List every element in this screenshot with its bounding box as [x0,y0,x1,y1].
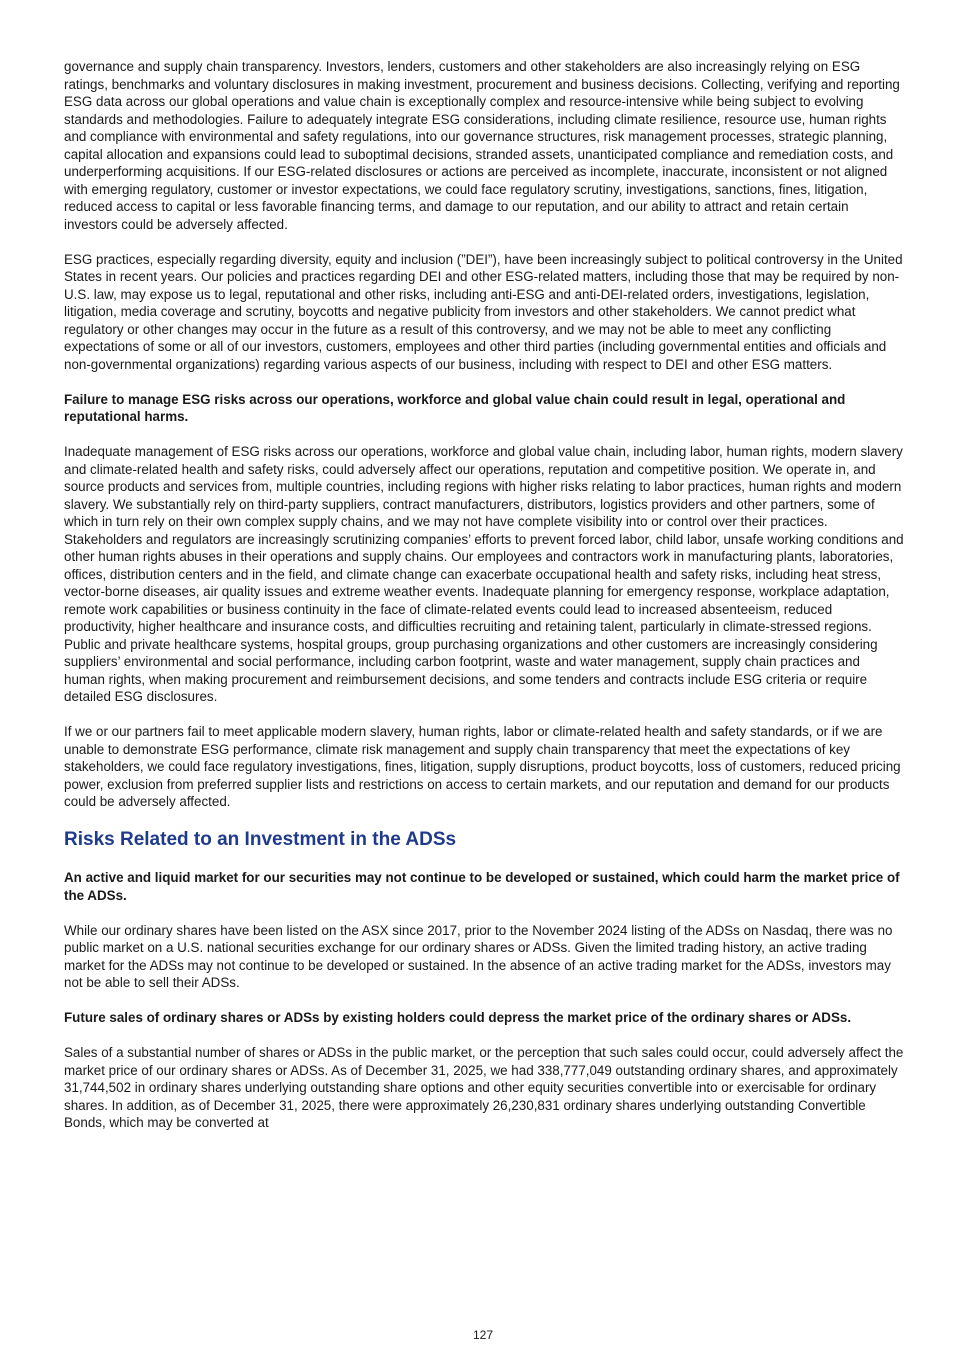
paragraph-esg-governance: governance and supply chain transparency. Investors, lenders, customers and other stakeholders are also increasingly relying on ESG ratings, benchmarks and voluntary disclosures in making investment, procurement and business decisions. Collecting, verifying and reporting ESG data across our global operations and value chain is exceptionally complex and resource-intensive while being subject to evolving standards and methodologies. Failure to adequately integrate ESG considerations, including climate resilience, resource use, human rights and compliance with environmental and safety regulations, into our governance structures, risk management processes, strategic planning, capital allocation and expansions could lead to suboptimal decisions, stranded assets, unanticipated compliance and remediation costs, and underperforming acquisitions. If our ESG-related disclosures or actions are perceived as incomplete, inaccurate, inconsistent or not aligned with emerging regulatory, customer or investor expectations, we could face regulatory scrutiny, investigations, sanctions, fines, litigation, reduced access to capital or less favorable financing terms, and damage to our reputation, and our ability to attract and retain certain investors could be adversely affected. [64,59,900,232]
page-number: 127 [472,1328,494,1342]
paragraph-share-sales: Sales of a substantial number of shares or ADSs in the public market, or the perception that such sales could occur, could adversely affect the market price of our ordinary shares or ADSs. As of December 31, 2025, we had 338,777,049 outstanding ordinary shares, and approximately 31,744,502 in ordinary shares underlying outstanding share options and other equity securities convertible into or exercisable for ordinary shares. In addition, as of December 31, 2025, there were approximately 26,230,831 ordinary shares underlying outstanding Convertible Bonds, which may be converted at [64,1045,904,1130]
risk-heading-future-sales: Future sales of ordinary shares or ADSs by existing holders could depress the market price of the ordinary shares or ADSs. [64,1010,852,1025]
risk-heading-liquid-market: An active and liquid market for our securities may not continue to be developed or sustained, which could harm the market price of the ADSs. [64,870,900,903]
paragraph-dei-controversy: ESG practices, especially regarding diversity, equity and inclusion (”DEI”), have been increasingly subject to political controversy in the United States in recent years. Our policies and practices regarding DEI and other ESG-related matters, including those that may be required by non-U.S. law, may expose us to legal, reputational and other risks, including anti-ESG and anti-DEI-related orders, investigations, legislation, litigation, media coverage and scrutiny, boycotts and negative publicity from investors and other stakeholders. We cannot predict what regulatory or other changes may occur in the future as a result of this controversy, and we may not be able to meet any conflicting expectations of some or all of our investors, customers, employees and other third parties (including governmental entities and officials and non-governmental organizations) regarding various aspects of our business, including with respect to DEI and other ESG matters. [64,251,903,372]
risk-heading-esg-risks: Failure to manage ESG risks across our operations, workforce and global value chain could result in legal, operational and reputational harms. [64,391,846,424]
paragraph-trading-history: While our ordinary shares have been listed on the ASX since 2017, prior to the November 2024 listing of the ADSs on Nasdaq, there was no public market on a U.S. national securities exchange for our ordinary shares or ADSs. Given the limited trading history, an active trading market for the ADSs may not continue to be developed or sustained. In the absence of an active trading market for the ADSs, investors may not be able to sell their ADSs. [64,922,893,990]
paragraph-partner-standards: If we or our partners fail to meet applicable modern slavery, human rights, labor or climate-related health and safety standards, or if we are unable to demonstrate ESG performance, climate risk management and supply chain transparency that meet the expectations of key stakeholders, we could face regulatory investigations, fines, litigation, supply disruptions, product boycotts, loss of customers, reduced pricing power, exclusion from preferred supplier lists and restrictions on access to certain markets, and our reputation and demand for our products could be adversely affected. [64,724,901,809]
document-body [64,58,904,1149]
section-title: Risks Related to an Investment in the ADSs [64,829,457,850]
paragraph-esg-risk-management: Inadequate management of ESG risks across our operations, workforce and global value chain, including labor, human rights, modern slavery and climate-related health and safety risks, could adversely affect our operations, reputation and competitive position. We operate in, and source products and services from, multiple countries, including regions with higher risks relating to labor practices, human rights and modern slavery. We substantially rely on third-party suppliers, contract manufacturers, distributors, logistics providers and other partners, some of which in turn rely on their own complex supply chains, and we may not have complete visibility into or control over their practices. Stakeholders and regulators are increasingly scrutinizing companies’ efforts to prevent forced labor, child labor, unsafe working conditions and other human rights abuses in their operations and supply chains. Our employees and contractors work in manufacturing plants, laboratories, offices, distribution centers and in the field, and climate change can exacerbate occupational health and safety risks, including heat stress, vector-borne diseases, air quality issues and extreme weather events. Inadequate planning for emergency response, workplace adaptation, remote work capabilities or business continuity in the face of climate-related events could lead to increased absenteeism, reduced productivity, higher healthcare and insurance costs, and difficulties recruiting and retaining talent, particularly in climate-stressed regions. Public and private healthcare systems, hospital groups, group purchasing organizations and other customers are increasingly considering suppliers’ environmental and social performance, including carbon footprint, waste and water management, supply chain practices and human rights, when making procurement and reimbursement decisions, and some tenders and contracts include ESG criteria or require detailed ESG disclosures. [64,444,904,704]
